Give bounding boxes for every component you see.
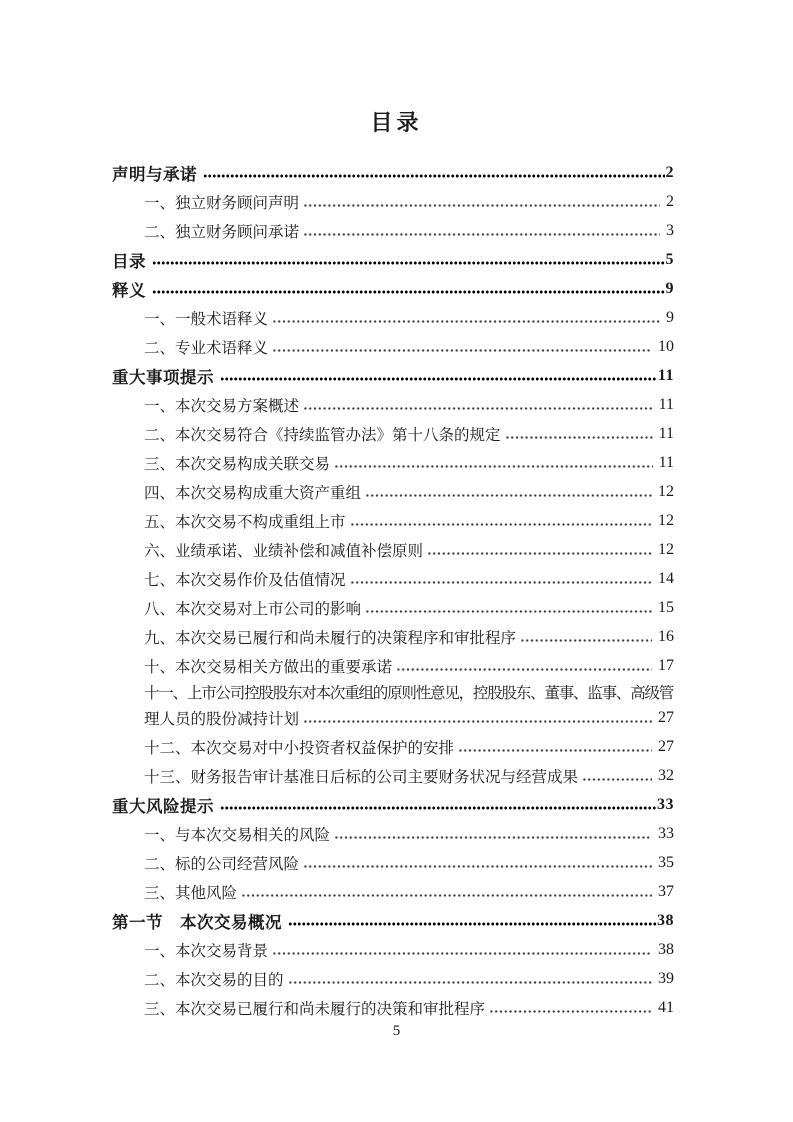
toc-entry[interactable] (112, 274, 674, 303)
toc-entry-page: 32 (658, 766, 674, 784)
dot-leader (272, 313, 660, 323)
toc-entry-page: 39 (658, 969, 674, 987)
toc-entry-label: 二、本次交易符合《持续监管办法》第十八条的规定 (144, 426, 501, 444)
dot-leader (334, 458, 653, 468)
toc-entry-page: 9 (666, 308, 674, 326)
dot-leader (288, 916, 656, 926)
toc-entry-label: 三、本次交易构成关联交易 (144, 455, 331, 473)
dot-leader (365, 487, 652, 497)
toc-entry-label: 重大风险提示 (112, 796, 214, 816)
toc-entry-label: 二、独立财务顾问承诺 (144, 223, 300, 241)
toc-entry[interactable] (112, 680, 674, 703)
toc-entry-page: 3 (666, 221, 674, 239)
toc-entry-label: 四、本次交易构成重大资产重组 (144, 484, 362, 502)
toc-entry-label: 一、与本次交易相关的风险 (144, 826, 331, 844)
toc-entry[interactable] (112, 361, 674, 390)
toc-entry-label: 十一、上市公司控股股东对本次重组的原则性意见，控股股东、董事、监事、高级管 (144, 684, 674, 702)
toc-entry-page: 33 (657, 795, 674, 813)
dot-leader (520, 632, 652, 642)
dot-leader (220, 800, 656, 810)
toc-entry[interactable] (112, 535, 674, 564)
dot-leader (350, 574, 652, 584)
dot-leader (303, 400, 653, 410)
toc-entry-label: 三、其他风险 (144, 884, 238, 902)
toc-entry-page: 35 (658, 853, 674, 871)
dot-leader (350, 516, 652, 526)
toc-entry[interactable] (112, 703, 674, 732)
toc-entry[interactable] (112, 819, 674, 848)
dot-leader (505, 429, 653, 439)
toc-entry-label: 二、本次交易的目的 (144, 971, 284, 989)
toc-entry-page: 12 (658, 482, 674, 500)
toc-entry[interactable] (112, 964, 674, 993)
dot-leader (303, 226, 660, 236)
dot-leader (303, 197, 660, 207)
toc-entry-page: 38 (658, 940, 674, 958)
toc-entry-label: 重大事项提示 (112, 367, 214, 387)
toc-entry-page: 27 (658, 708, 674, 726)
toc-entry-label: 三、本次交易已履行和尚未履行的决策和审批程序 (144, 1000, 486, 1018)
dot-leader (272, 945, 652, 955)
toc-entry-label: 六、业绩承诺、业绩补偿和减值补偿原则 (144, 542, 424, 560)
toc-entry[interactable] (112, 651, 674, 680)
toc-entry[interactable] (112, 848, 674, 877)
toc-entry-label: 五、本次交易不构成重组上市 (144, 513, 346, 531)
toc-entry-page: 11 (657, 366, 674, 384)
toc-entry[interactable] (112, 790, 674, 819)
toc-entry-label: 释义 (112, 280, 146, 300)
toc-entry-page: 2 (666, 192, 674, 210)
toc-entry[interactable] (112, 593, 674, 622)
toc-entry[interactable] (112, 622, 674, 651)
toc-entry[interactable] (112, 564, 674, 593)
dot-leader (489, 1003, 652, 1013)
toc-entry-page: 2 (665, 163, 674, 181)
dot-leader (241, 887, 652, 897)
toc-entry[interactable] (112, 477, 674, 506)
dot-leader (288, 974, 652, 984)
toc-entry[interactable] (112, 935, 674, 964)
toc-entry[interactable] (112, 419, 674, 448)
toc-entry[interactable] (112, 303, 674, 332)
toc-entry[interactable] (112, 187, 674, 216)
toc-entry-label: 第一节 本次交易概况 (112, 912, 282, 932)
toc-entry-page: 11 (658, 424, 674, 442)
toc-entry[interactable] (112, 906, 674, 935)
toc-entry-label: 一、独立财务顾问声明 (144, 194, 300, 212)
toc-entry-label: 七、本次交易作价及估值情况 (144, 571, 346, 589)
dot-leader (582, 771, 652, 781)
toc-entry-label: 理人员的股份减持计划 (144, 710, 300, 728)
dot-leader (303, 858, 652, 868)
toc-entry-label: 二、标的公司经营风险 (144, 855, 300, 873)
dot-leader (365, 603, 652, 613)
dot-leader (334, 829, 652, 839)
toc-entry-label: 十、本次交易相关方做出的重要承诺 (144, 658, 393, 676)
dot-leader (152, 255, 665, 265)
toc-entry-label: 九、本次交易已履行和尚未履行的决策程序和审批程序 (144, 629, 517, 647)
toc-entry[interactable] (112, 761, 674, 790)
dot-leader (427, 545, 652, 555)
toc-entry[interactable] (112, 158, 674, 187)
toc-entry-page: 33 (658, 824, 674, 842)
toc-entry-page: 12 (658, 540, 674, 558)
toc-entry-page: 11 (658, 453, 674, 471)
toc-entry[interactable] (112, 993, 674, 1022)
toc-entry[interactable] (112, 448, 674, 477)
toc-entry-page: 27 (658, 737, 674, 755)
toc-entry[interactable] (112, 877, 674, 906)
toc-entry-page: 14 (658, 569, 674, 587)
toc-entry[interactable] (112, 245, 674, 274)
toc-entry-page: 11 (658, 395, 674, 413)
toc-entry-page: 12 (658, 511, 674, 529)
toc-entry[interactable] (112, 732, 674, 761)
toc-entry-label: 一、一般术语释义 (144, 310, 269, 328)
dot-leader (303, 713, 652, 723)
footer-page-number: 5 (392, 1023, 401, 1039)
toc-entry-page: 16 (658, 627, 674, 645)
dot-leader (152, 284, 665, 294)
dot-leader (396, 661, 652, 671)
toc-entry-label: 一、本次交易方案概述 (144, 397, 300, 415)
toc-entry-label: 目录 (112, 251, 146, 271)
toc-entry-page: 15 (658, 598, 674, 616)
toc-entry-label: 声明与承诺 (112, 164, 197, 184)
toc-entry-label: 十二、本次交易对中小投资者权益保护的安排 (144, 739, 455, 757)
toc-entry[interactable] (112, 390, 674, 419)
toc-entry[interactable] (112, 506, 674, 535)
page-title: 目录 (370, 110, 423, 135)
toc-entry-page: 17 (658, 656, 674, 674)
toc-entry-label: 二、专业术语释义 (144, 339, 269, 357)
toc-entry-page: 37 (658, 882, 674, 900)
toc-entry[interactable] (112, 332, 674, 361)
toc-entry-page: 10 (658, 337, 674, 355)
dot-leader (220, 371, 657, 381)
dot-leader (272, 342, 652, 352)
dot-leader (458, 742, 652, 752)
table-of-contents (112, 158, 674, 1022)
toc-entry-label: 十三、财务报告审计基准日后标的公司主要财务状况与经营成果 (144, 768, 579, 786)
toc-entry-page: 38 (657, 911, 674, 929)
dot-leader (203, 168, 665, 178)
toc-entry-page: 5 (665, 250, 674, 268)
toc-entry-label: 八、本次交易对上市公司的影响 (144, 600, 362, 618)
toc-entry-label: 一、本次交易背景 (144, 942, 269, 960)
toc-entry-page: 9 (665, 279, 674, 297)
toc-entry-page: 41 (658, 998, 674, 1016)
toc-entry[interactable] (112, 216, 674, 245)
